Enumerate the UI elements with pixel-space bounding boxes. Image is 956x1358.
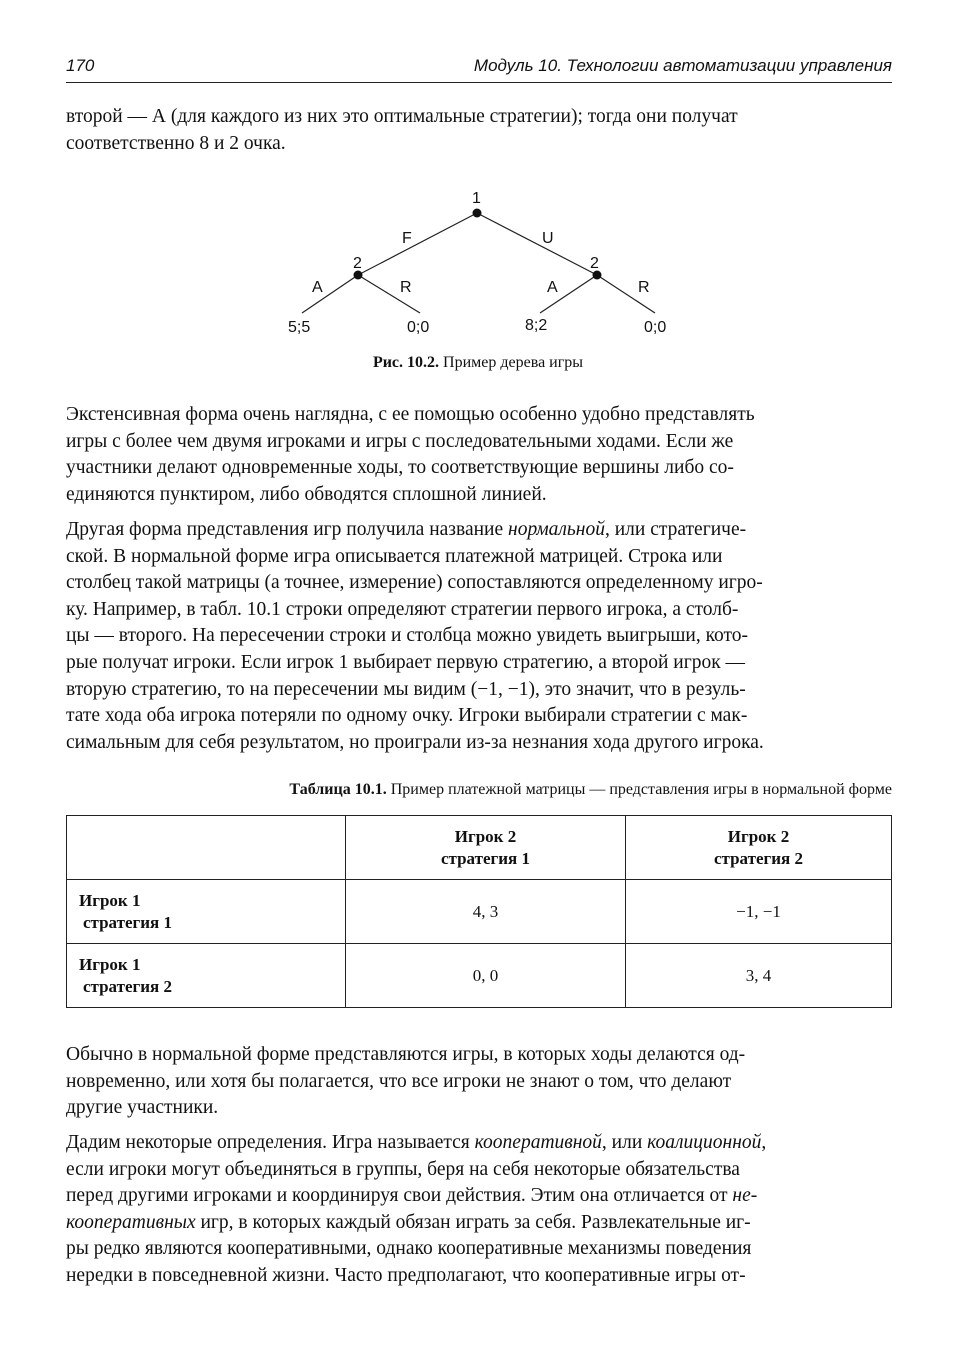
paragraph-intro — [66, 104, 892, 157]
table-caption-label: Таблица 10.1. — [289, 781, 387, 798]
text-line: перед другими игроками и координируя свои действия. Этим она отличается от не- — [66, 1185, 758, 1207]
game-tree-diagram — [0, 180, 956, 340]
row-header: Игрок 1 стратегия 1 — [67, 880, 346, 944]
edge-label-a-left: A — [312, 279, 323, 296]
edge-label-f: F — [402, 230, 412, 247]
payoff-label: 0;0 — [644, 319, 667, 336]
text-line: другие участники. — [66, 1097, 219, 1119]
figure-caption-label: Рис. 10.2. — [372, 354, 440, 371]
table-header-row — [67, 816, 892, 880]
table-row — [67, 944, 892, 1008]
tree-edge — [477, 213, 597, 275]
text-line: игры с более чем двумя игроками и игры с последовательными ходами. Если же — [66, 430, 734, 452]
table-caption — [66, 781, 892, 799]
term-noncooperative: кооперативных — [66, 1211, 196, 1233]
column-header: Игрок 2 стратегия 2 — [626, 816, 892, 880]
text-line: если игроки могут объединяться в группы, беря на себя некоторые обязательства — [66, 1158, 740, 1180]
text-line: ры редко являются кооперативными, однако кооперативные механизмы поведения — [66, 1238, 752, 1260]
right-node-label: 2 — [590, 255, 599, 272]
payoff-label: 5;5 — [288, 319, 311, 336]
edge-label-u: U — [542, 230, 554, 247]
payoff-cell: 4, 3 — [346, 880, 626, 944]
paragraph-normal-form — [66, 517, 892, 756]
table-caption-text: Пример платежной матрицы — представления игры в нормальной форме — [386, 781, 892, 798]
tree-edge — [302, 275, 358, 313]
column-header: Игрок 2 стратегия 1 — [346, 816, 626, 880]
text-line: второй — А (для каждого из них это оптимальные стратегии); тогда они получат — [66, 106, 738, 127]
text-line: ку. Например, в табл. 10.1 строки определяют стратегии первого игрока, а столб- — [66, 598, 739, 620]
payoff-label: 0;0 — [407, 319, 430, 336]
text-line: новременно, или хотя бы полагается, что все игроки не знают о том, что делают — [66, 1070, 732, 1092]
term-cooperative: кооперативной — [474, 1132, 602, 1153]
text-line: рые получат игроки. Если игрок 1 выбирает первую стратегию, а второй игрок — — [66, 651, 746, 673]
edge-label-a-right: A — [547, 279, 558, 296]
root-label: 1 — [472, 190, 481, 207]
text-line: нередки в повседневной жизни. Часто предполагают, что кооперативные игры от- — [66, 1264, 746, 1286]
text-line: симальным для себя результатом, но проиграли из-за незнания хода другого игрока. — [66, 731, 764, 753]
payoff-cell: 0, 0 — [346, 944, 626, 1008]
figure-caption-text: Пример дерева игры — [439, 354, 584, 371]
payoff-matrix-table — [66, 815, 892, 1008]
figure-caption — [0, 354, 956, 372]
text-line: столбец такой матрицы (а точнее, измерение) сопоставляются определенному игро- — [66, 572, 763, 594]
paragraph-definitions — [66, 1130, 892, 1290]
page-header — [66, 56, 892, 83]
running-title: Модуль 10. Технологии автоматизации управления — [473, 56, 892, 75]
text-line: цы — второго. На пересечении строки и столбца можно увидеть выигрыши, кото- — [66, 625, 749, 647]
text-line: тате хода оба игрока потеряли по одному очку. Игроки выбирали стратегии с мак- — [66, 705, 748, 727]
edge-label-r-left: R — [400, 279, 412, 296]
paragraph-simultaneous-moves — [66, 1042, 892, 1122]
text-line: Обычно в нормальной форме представляются игры, в которых ходы делаются од- — [66, 1044, 746, 1065]
text-line: Экстенсивная форма очень наглядна, с ее помощью особенно удобно представлять — [66, 404, 755, 425]
text-line: кооперативных игр, в которых каждый обязан играть за себя. Развлекательные иг- — [66, 1211, 751, 1233]
page-number: 170 — [66, 56, 95, 75]
paragraph-extensive-form — [66, 402, 892, 508]
edge-label-r-right: R — [638, 279, 650, 296]
payoff-cell: −1, −1 — [626, 880, 892, 944]
table-row — [67, 880, 892, 944]
text-line: единяются пунктиром, либо обводятся сплошной линией. — [66, 483, 547, 505]
tree-edge — [358, 213, 477, 275]
row-header: Игрок 1 стратегия 2 — [67, 944, 346, 1008]
term-normal: нормальной — [508, 519, 605, 540]
payoff-cell: 3, 4 — [626, 944, 892, 1008]
tree-node-root — [473, 209, 482, 218]
text-line: вторую стратегию, то на пересечении мы видим (−1, −1), это значит, что в резуль- — [66, 678, 746, 700]
term-coalition: коалиционной — [647, 1132, 762, 1153]
text-line: Дадим некоторые определения. Игра называется кооперативной, или коалиционной, — [66, 1132, 767, 1153]
text-line: соответственно 8 и 2 очка. — [66, 132, 286, 154]
table-corner-cell — [67, 816, 346, 880]
text-line: участники делают одновременные ходы, то соответствующие вершины либо со- — [66, 457, 734, 479]
left-node-label: 2 — [353, 255, 362, 272]
payoff-label: 8;2 — [525, 317, 548, 334]
text-line: Другая форма представления игр получила название нормальной, или стратегиче- — [66, 519, 747, 540]
text-line: ской. В нормальной форме игра описывается платежной матрицей. Строка или — [66, 545, 723, 567]
